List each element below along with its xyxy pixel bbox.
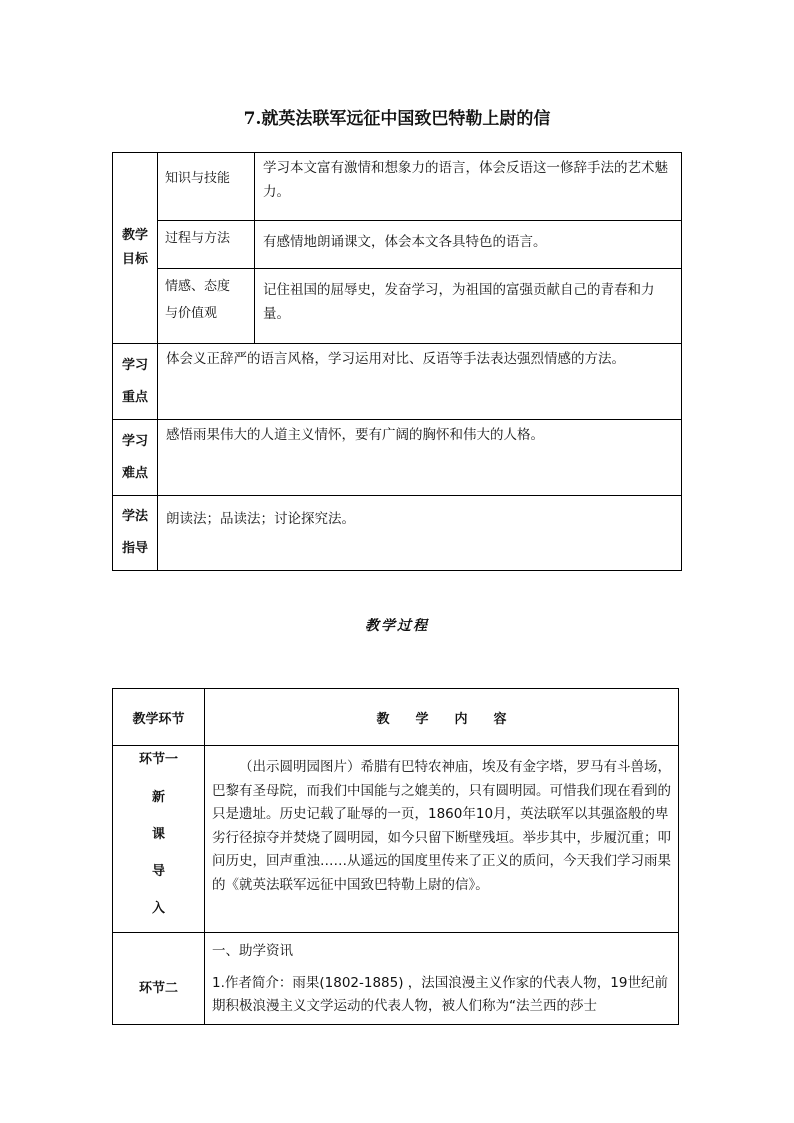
methods-text: 朗读法；品读法；讨论探究法。 [158,496,682,571]
objective-text-emotion: 记住祖国的屈辱史，发奋学习，为祖国的富强贡献自己的青春和力量。 [255,269,682,344]
objectives-label: 教学 目标 [113,153,158,344]
objective-sub-knowledge: 知识与技能 [158,153,255,221]
difficulties-label: 学习 难点 [113,420,158,496]
objective-text-knowledge: 学习本文富有激情和想象力的语言，体会反语这一修辞手法的艺术魅力。 [255,153,682,221]
document-title: 7.就英法联军远征中国致巴特勒上尉的信 [243,109,551,129]
stage-two-content [205,933,679,1025]
key-points-text: 体会义正辞严的语言风格，学习运用对比、反语等手法表达强烈情感的方法。 [158,344,682,420]
header-stage: 教学环节 [113,689,205,746]
stage-two-text: 1.作者简介：雨果(1802-1885) ，法国浪漫主义作家的代表人物，19世纪前期积极浪漫主义文学运动的代表人物，被人们称为“法兰西的莎士 [212,974,668,1014]
stage-two-heading: 一、助学资讯 [212,943,293,959]
process-table [112,688,679,1025]
stage-two-label: 环节二 [113,933,205,1025]
objective-text-process: 有感情地朗诵课文，体会本文各具特色的语言。 [255,221,682,269]
key-points-label: 学习 重点 [113,344,158,420]
stage-one-label: 环节一 新 课 导 入 [113,746,205,933]
stage-one-content: （出示圆明园图片）希腊有巴特农神庙，埃及有金字塔，罗马有斗兽场，巴黎有圣母院，而我们中国能与之媲美的，只有圆明园。可惜我们现在看到的只是遗址。历史记载了耻辱的一页，1860年10月，英法联军以其强盗般的卑劣行径掠夺并焚烧了圆明园，如今只留下断壁残垣。举步其中，步履沉重；叩问历史，回声重浊……从遥远的国度里传来了正义的质问，今天我们学习雨果的《就英法联军远征中国致巴特勒上尉的信》。 [205,746,679,933]
difficulties-text: 感悟雨果伟大的人道主义情怀，要有广阔的胸怀和伟大的人格。 [158,420,682,496]
header-content: 教学内容 [205,689,679,746]
objective-sub-emotion: 情感、态度 与价值观 [158,269,255,344]
methods-label: 学法 指导 [113,496,158,571]
objective-sub-process: 过程与方法 [158,221,255,269]
process-title: 教学过程 [365,618,429,634]
objectives-table [112,152,682,571]
